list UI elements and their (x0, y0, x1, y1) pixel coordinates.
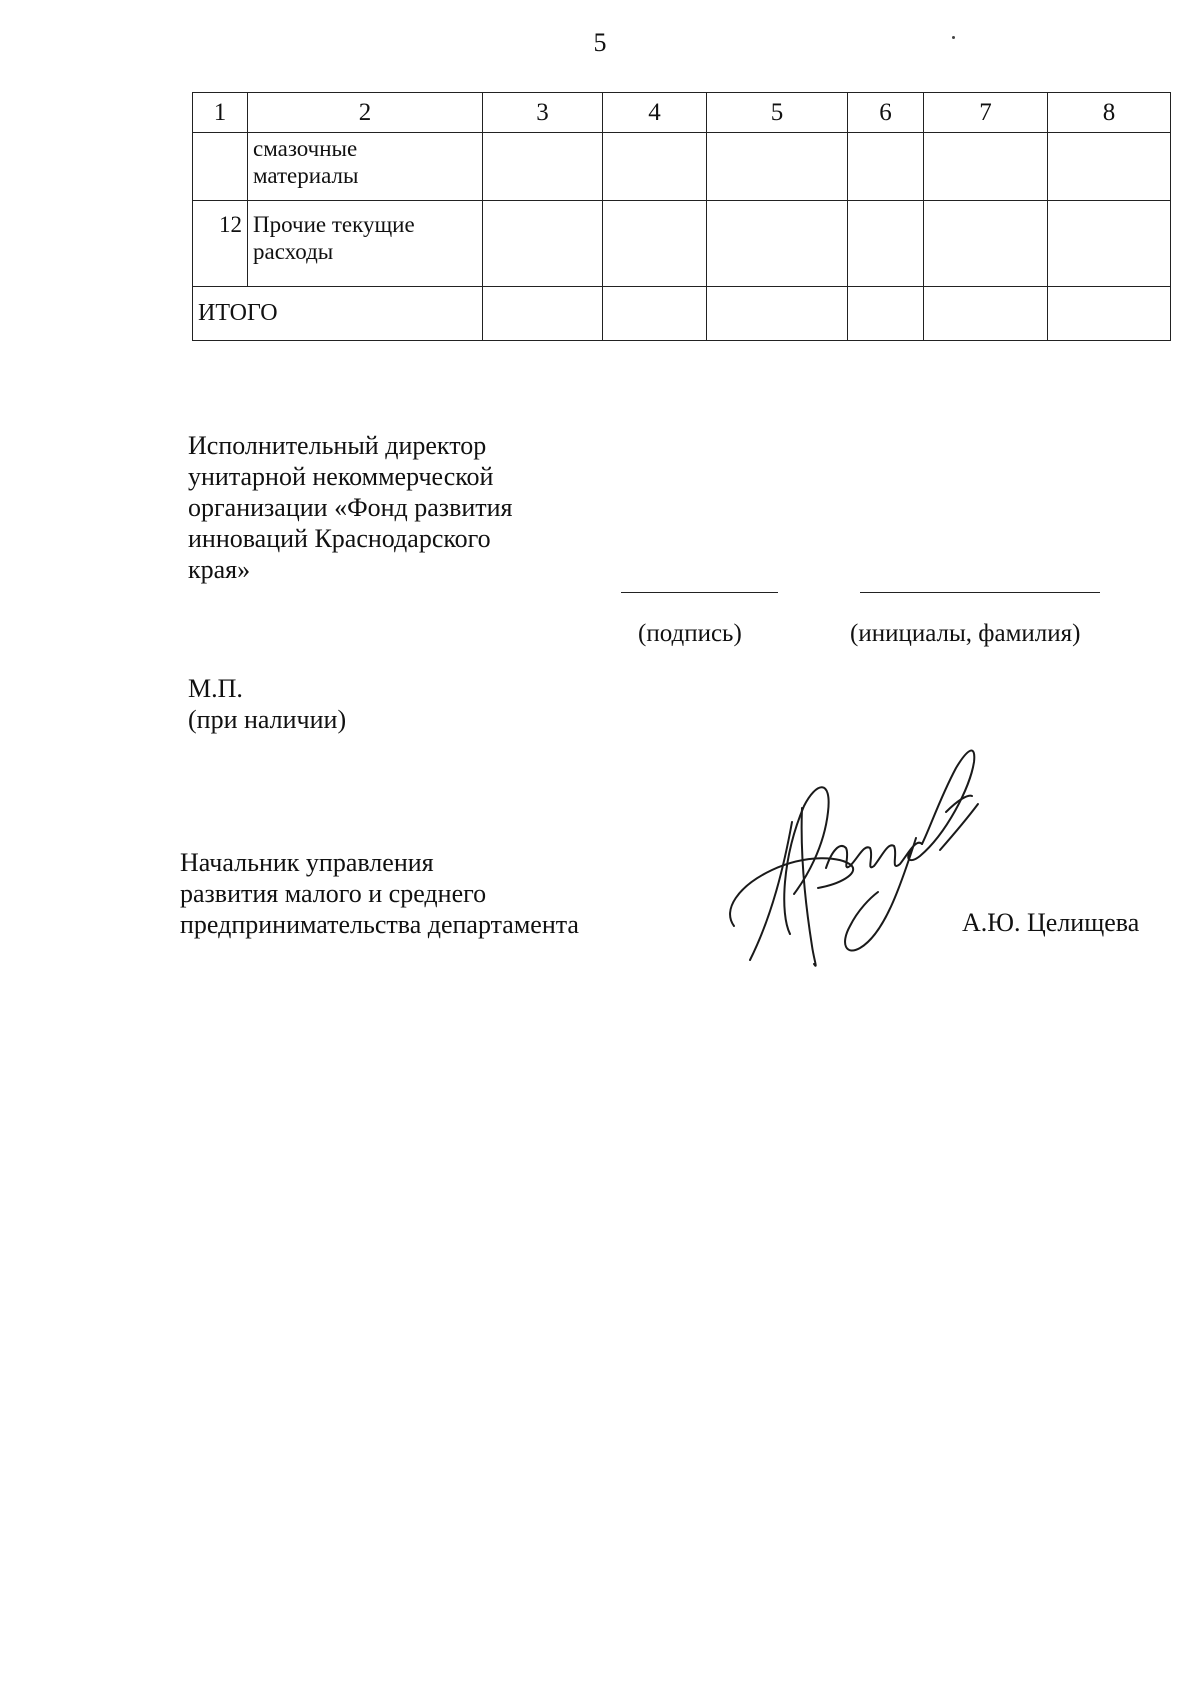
chief-title-line: Начальник управления (180, 848, 434, 877)
director-title-line: организации «Фонд развития (188, 493, 513, 522)
director-title (188, 430, 608, 585)
row-name (248, 133, 483, 201)
signature-blank-line (621, 592, 778, 593)
table-row (193, 201, 1171, 287)
row-name-line: Прочие текущие (253, 212, 415, 237)
column-header: 6 (848, 93, 924, 133)
name-caption: (инициалы, фамилия) (850, 620, 1081, 647)
row-number: 12 (193, 201, 248, 287)
table-cell (1048, 133, 1171, 201)
table-cell (924, 201, 1048, 287)
table-cell (603, 201, 707, 287)
director-title-line: Исполнительный директор (188, 431, 487, 460)
table-cell (1048, 201, 1171, 287)
column-header: 1 (193, 93, 248, 133)
handwritten-signature-icon (720, 738, 1020, 978)
page-number: 5 (593, 28, 607, 57)
table-cell (707, 201, 848, 287)
table-cell (603, 287, 707, 341)
stamp-note (188, 673, 346, 735)
row-name-line: смазочные (253, 136, 358, 161)
table-cell (707, 133, 848, 201)
table-cell (1048, 287, 1171, 341)
table-header-row (193, 93, 1171, 133)
column-header: 5 (707, 93, 848, 133)
director-title-line: края» (188, 555, 251, 584)
column-header: 2 (248, 93, 483, 133)
row-name-line: расходы (253, 239, 334, 264)
signature-caption: (подпись) (638, 620, 742, 647)
table-cell (707, 287, 848, 341)
chief-title (180, 847, 579, 940)
table-cell (848, 133, 924, 201)
budget-table (192, 92, 1171, 341)
table-cell (848, 201, 924, 287)
table-cell (848, 287, 924, 341)
scan-speck (952, 36, 955, 39)
director-title-line: унитарной некоммерческой (188, 462, 494, 491)
table-cell (483, 133, 603, 201)
table-row (193, 133, 1171, 201)
name-blank-line (860, 592, 1100, 593)
stamp-note-line: М.П. (188, 674, 243, 703)
column-header: 8 (1048, 93, 1171, 133)
table-cell (603, 133, 707, 201)
table-cell (924, 133, 1048, 201)
table-total-row (193, 287, 1171, 341)
table-cell (924, 287, 1048, 341)
stamp-note-line: (при наличии) (188, 705, 347, 734)
chief-title-line: развития малого и среднего (180, 879, 487, 908)
row-name-line: материалы (253, 163, 359, 188)
chief-name: А.Ю. Целищева (962, 908, 1140, 937)
column-header: 7 (924, 93, 1048, 133)
row-number (193, 133, 248, 201)
row-name (248, 201, 483, 287)
column-header: 3 (483, 93, 603, 133)
column-header: 4 (603, 93, 707, 133)
table-cell (483, 201, 603, 287)
chief-title-line: предпринимательства департамента (180, 910, 579, 939)
director-title-line: инноваций Краснодарского (188, 524, 491, 553)
table-cell (483, 287, 603, 341)
total-label: ИТОГО (193, 287, 483, 341)
